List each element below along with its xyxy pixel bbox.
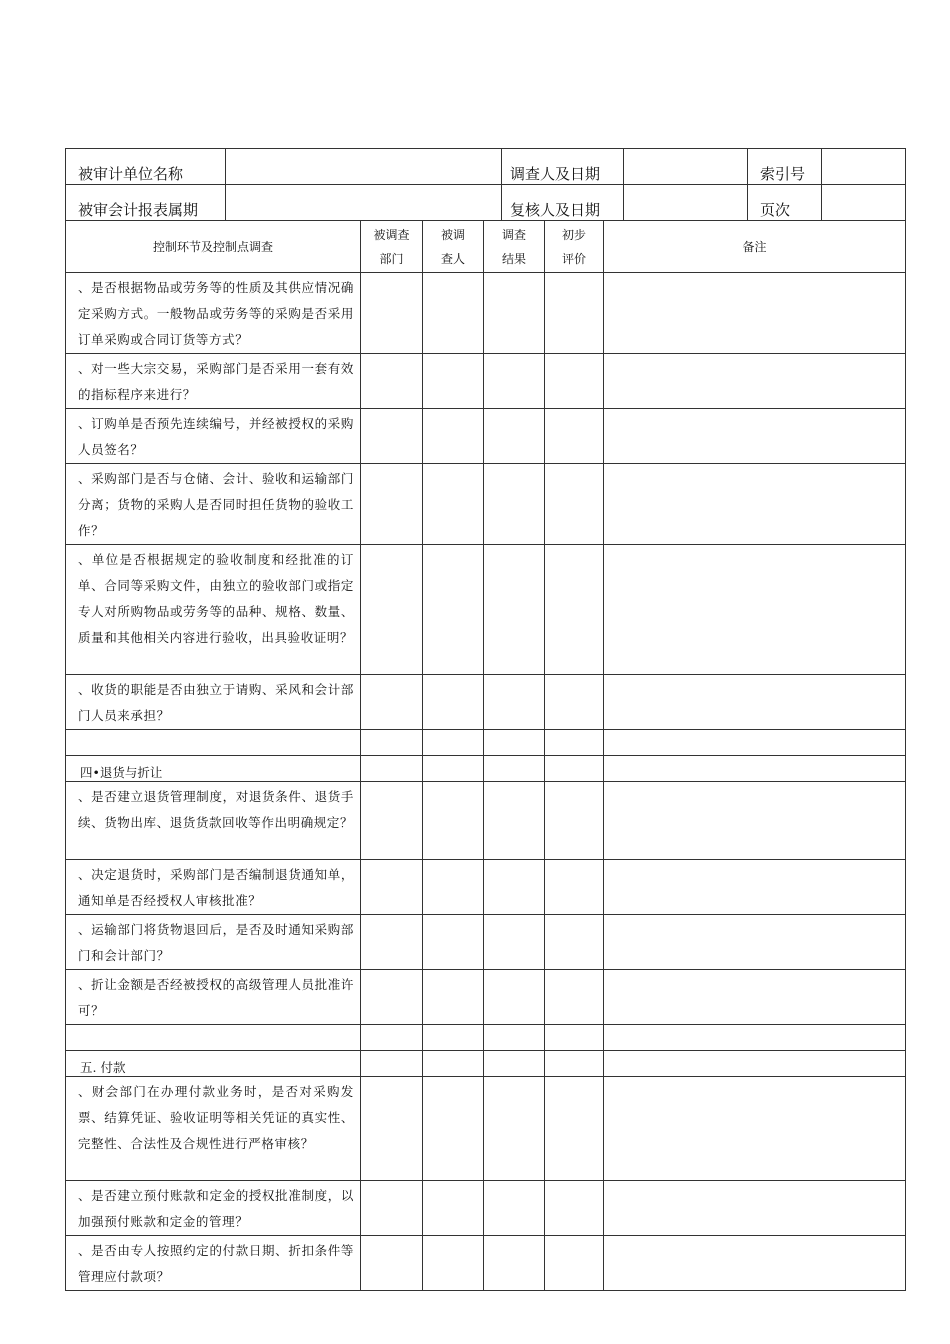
control-item-text: 、采购部门是否与仓储、会计、验收和运输部门分离；货物的采购人是否同时担任货物的验收工作？ bbox=[66, 464, 361, 545]
control-item-text: 、收货的职能是否由独立于请购、采风和会计部门人员来承担？ bbox=[66, 675, 361, 730]
unit-name-value[interactable] bbox=[226, 149, 502, 185]
col-result-label-1: 调查 bbox=[501, 227, 526, 242]
result-cell[interactable] bbox=[484, 730, 545, 756]
result-cell[interactable] bbox=[484, 782, 545, 860]
remark-cell[interactable] bbox=[604, 1051, 906, 1077]
person-cell[interactable] bbox=[423, 782, 484, 860]
eval-cell[interactable] bbox=[545, 1181, 604, 1236]
table-row bbox=[66, 730, 906, 756]
dept-cell[interactable] bbox=[361, 730, 423, 756]
person-cell[interactable] bbox=[423, 354, 484, 409]
remark-cell[interactable] bbox=[604, 1077, 906, 1181]
result-cell[interactable] bbox=[484, 545, 545, 675]
person-cell[interactable] bbox=[423, 409, 484, 464]
eval-cell[interactable] bbox=[545, 675, 604, 730]
control-item-text: 、是否根据物品或劳务等的性质及其供应情况确定采购方式。一般物品或劳务等的采购是否采用订单采购或合同订货等方式？ bbox=[66, 273, 361, 354]
person-cell[interactable] bbox=[423, 756, 484, 782]
eval-cell[interactable] bbox=[545, 1051, 604, 1077]
control-item-text: 、决定退货时，采购部门是否编制退货通知单，通知单是否经授权人审核批准？ bbox=[66, 860, 361, 915]
dept-cell[interactable] bbox=[361, 409, 423, 464]
person-cell[interactable] bbox=[423, 1181, 484, 1236]
eval-cell[interactable] bbox=[545, 860, 604, 915]
person-cell[interactable] bbox=[423, 730, 484, 756]
eval-cell[interactable] bbox=[545, 730, 604, 756]
control-item-text: 、折让金额是否经被授权的高级管理人员批准许可？ bbox=[66, 970, 361, 1025]
eval-cell[interactable] bbox=[545, 756, 604, 782]
control-survey-table bbox=[65, 220, 906, 1291]
person-cell[interactable] bbox=[423, 970, 484, 1025]
control-item-text: 、对一些大宗交易，采购部门是否采用一套有效的指标程序来进行？ bbox=[66, 354, 361, 409]
dept-cell[interactable] bbox=[361, 464, 423, 545]
period-value[interactable] bbox=[226, 185, 502, 221]
remark-cell[interactable] bbox=[604, 1025, 906, 1051]
dept-cell[interactable] bbox=[361, 1025, 423, 1051]
dept-cell[interactable] bbox=[361, 782, 423, 860]
remark-cell[interactable] bbox=[604, 1181, 906, 1236]
result-cell[interactable] bbox=[484, 756, 545, 782]
section-title: 四•退货与折让 bbox=[66, 756, 361, 782]
result-cell[interactable] bbox=[484, 1181, 545, 1236]
eval-cell[interactable] bbox=[545, 1025, 604, 1051]
index-value[interactable] bbox=[822, 149, 906, 185]
dept-cell[interactable] bbox=[361, 1051, 423, 1077]
table-row bbox=[66, 354, 906, 409]
dept-cell[interactable] bbox=[361, 970, 423, 1025]
col-eval-label-1: 初步 bbox=[561, 227, 586, 242]
section-title: 五. 付款 bbox=[66, 1051, 361, 1077]
unit-name-label: 被审计单位名称 bbox=[66, 149, 226, 185]
table-row bbox=[66, 409, 906, 464]
table-row bbox=[66, 675, 906, 730]
eval-cell[interactable] bbox=[545, 970, 604, 1025]
table-row bbox=[66, 1025, 906, 1051]
remark-cell[interactable] bbox=[604, 273, 906, 354]
result-cell[interactable] bbox=[484, 970, 545, 1025]
eval-cell[interactable] bbox=[545, 354, 604, 409]
person-cell[interactable] bbox=[423, 545, 484, 675]
person-cell[interactable] bbox=[423, 915, 484, 970]
person-cell[interactable] bbox=[423, 1236, 484, 1291]
remark-cell[interactable] bbox=[604, 860, 906, 915]
investigator-value[interactable] bbox=[624, 149, 748, 185]
remark-cell[interactable] bbox=[604, 409, 906, 464]
col-dept-label-1: 被调查 bbox=[373, 227, 410, 242]
section-row bbox=[66, 756, 906, 782]
eval-cell[interactable] bbox=[545, 409, 604, 464]
investigator-label: 调查人及日期 bbox=[502, 149, 624, 185]
col-control bbox=[66, 221, 361, 273]
remark-cell[interactable] bbox=[604, 464, 906, 545]
remark-cell[interactable] bbox=[604, 756, 906, 782]
reviewer-value[interactable] bbox=[624, 185, 748, 221]
person-cell[interactable] bbox=[423, 1025, 484, 1051]
dept-cell[interactable] bbox=[361, 545, 423, 675]
table-row bbox=[66, 782, 906, 860]
table-row bbox=[66, 1077, 906, 1181]
reviewer-label: 复核人及日期 bbox=[502, 185, 624, 221]
person-cell[interactable] bbox=[423, 1077, 484, 1181]
table-row bbox=[66, 860, 906, 915]
eval-cell[interactable] bbox=[545, 1077, 604, 1181]
control-item-text: 、单位是否根据规定的验收制度和经批准的订单、合同等采购文件，由独立的验收部门或指定专人对所购物品或劳务等的品种、规格、数量、质量和其他相关内容进行验收，出具验收证明？ bbox=[66, 545, 361, 675]
dept-cell[interactable] bbox=[361, 1181, 423, 1236]
result-cell[interactable] bbox=[484, 860, 545, 915]
result-cell[interactable] bbox=[484, 915, 545, 970]
eval-cell[interactable] bbox=[545, 915, 604, 970]
col-person-label-1: 被调 bbox=[440, 227, 465, 242]
page-label: 页次 bbox=[748, 185, 822, 221]
remark-cell[interactable] bbox=[604, 782, 906, 860]
col-eval bbox=[545, 221, 604, 273]
col-result bbox=[484, 221, 545, 273]
result-cell[interactable] bbox=[484, 1025, 545, 1051]
col-person-label-2: 查人 bbox=[440, 251, 465, 266]
remark-cell[interactable] bbox=[604, 730, 906, 756]
eval-cell[interactable] bbox=[545, 782, 604, 860]
col-dept-label-2: 部门 bbox=[379, 251, 404, 266]
control-item-text bbox=[66, 1025, 361, 1051]
col-result-label-2: 结果 bbox=[501, 251, 526, 266]
dept-cell[interactable] bbox=[361, 756, 423, 782]
section-row bbox=[66, 1051, 906, 1077]
col-person bbox=[423, 221, 484, 273]
person-cell[interactable] bbox=[423, 675, 484, 730]
eval-cell[interactable] bbox=[545, 1236, 604, 1291]
col-control-label: 控制环节及控制点调查 bbox=[152, 239, 273, 254]
remark-cell[interactable] bbox=[604, 354, 906, 409]
person-cell[interactable] bbox=[423, 464, 484, 545]
table-row bbox=[66, 970, 906, 1025]
eval-cell[interactable] bbox=[545, 273, 604, 354]
control-item-text: 、是否建立预付账款和定金的授权批准制度，以加强预付账款和定金的管理？ bbox=[66, 1181, 361, 1236]
remark-cell[interactable] bbox=[604, 915, 906, 970]
eval-cell[interactable] bbox=[545, 545, 604, 675]
col-eval-label-2: 评价 bbox=[561, 251, 586, 266]
table-row bbox=[66, 545, 906, 675]
control-item-text: 、订购单是否预先连续编号，并经被授权的采购人员签名？ bbox=[66, 409, 361, 464]
dept-cell[interactable] bbox=[361, 915, 423, 970]
table-row bbox=[66, 464, 906, 545]
control-item-text: 、财会部门在办理付款业务时，是否对采购发票、结算凭证、验收证明等相关凭证的真实性、完整性、合法性及合规性进行严格审核？ bbox=[66, 1077, 361, 1181]
index-label: 索引号 bbox=[748, 149, 822, 185]
remark-cell[interactable] bbox=[604, 675, 906, 730]
result-cell[interactable] bbox=[484, 354, 545, 409]
person-cell[interactable] bbox=[423, 1051, 484, 1077]
result-cell[interactable] bbox=[484, 1077, 545, 1181]
remark-cell[interactable] bbox=[604, 545, 906, 675]
table-row bbox=[66, 1181, 906, 1236]
result-cell[interactable] bbox=[484, 675, 545, 730]
control-item-text: 、是否建立退货管理制度，对退货条件、退货手续、货物出库、退货货款回收等作出明确规定？ bbox=[66, 782, 361, 860]
person-cell[interactable] bbox=[423, 860, 484, 915]
table-row bbox=[66, 273, 906, 354]
control-item-text bbox=[66, 730, 361, 756]
dept-cell[interactable] bbox=[361, 273, 423, 354]
dept-cell[interactable] bbox=[361, 860, 423, 915]
remark-cell[interactable] bbox=[604, 970, 906, 1025]
person-cell[interactable] bbox=[423, 273, 484, 354]
result-cell[interactable] bbox=[484, 1236, 545, 1291]
remark-cell[interactable] bbox=[604, 1236, 906, 1291]
table-row bbox=[66, 915, 906, 970]
dept-cell[interactable] bbox=[361, 1236, 423, 1291]
col-dept bbox=[361, 221, 423, 273]
dept-cell[interactable] bbox=[361, 1077, 423, 1181]
header-table bbox=[65, 148, 906, 221]
page-value[interactable] bbox=[822, 185, 906, 221]
result-cell[interactable] bbox=[484, 464, 545, 545]
result-cell[interactable] bbox=[484, 273, 545, 354]
table-row bbox=[66, 1236, 906, 1291]
dept-cell[interactable] bbox=[361, 354, 423, 409]
control-item-text: 、运输部门将货物退回后，是否及时通知采购部门和会计部门？ bbox=[66, 915, 361, 970]
result-cell[interactable] bbox=[484, 1051, 545, 1077]
period-label: 被审会计报表属期 bbox=[66, 185, 226, 221]
col-remark-label: 备注 bbox=[742, 239, 767, 254]
col-remark bbox=[604, 221, 906, 273]
column-header-row bbox=[66, 221, 906, 273]
eval-cell[interactable] bbox=[545, 464, 604, 545]
result-cell[interactable] bbox=[484, 409, 545, 464]
dept-cell[interactable] bbox=[361, 675, 423, 730]
control-item-text: 、是否由专人按照约定的付款日期、折扣条件等管理应付款项？ bbox=[66, 1236, 361, 1291]
